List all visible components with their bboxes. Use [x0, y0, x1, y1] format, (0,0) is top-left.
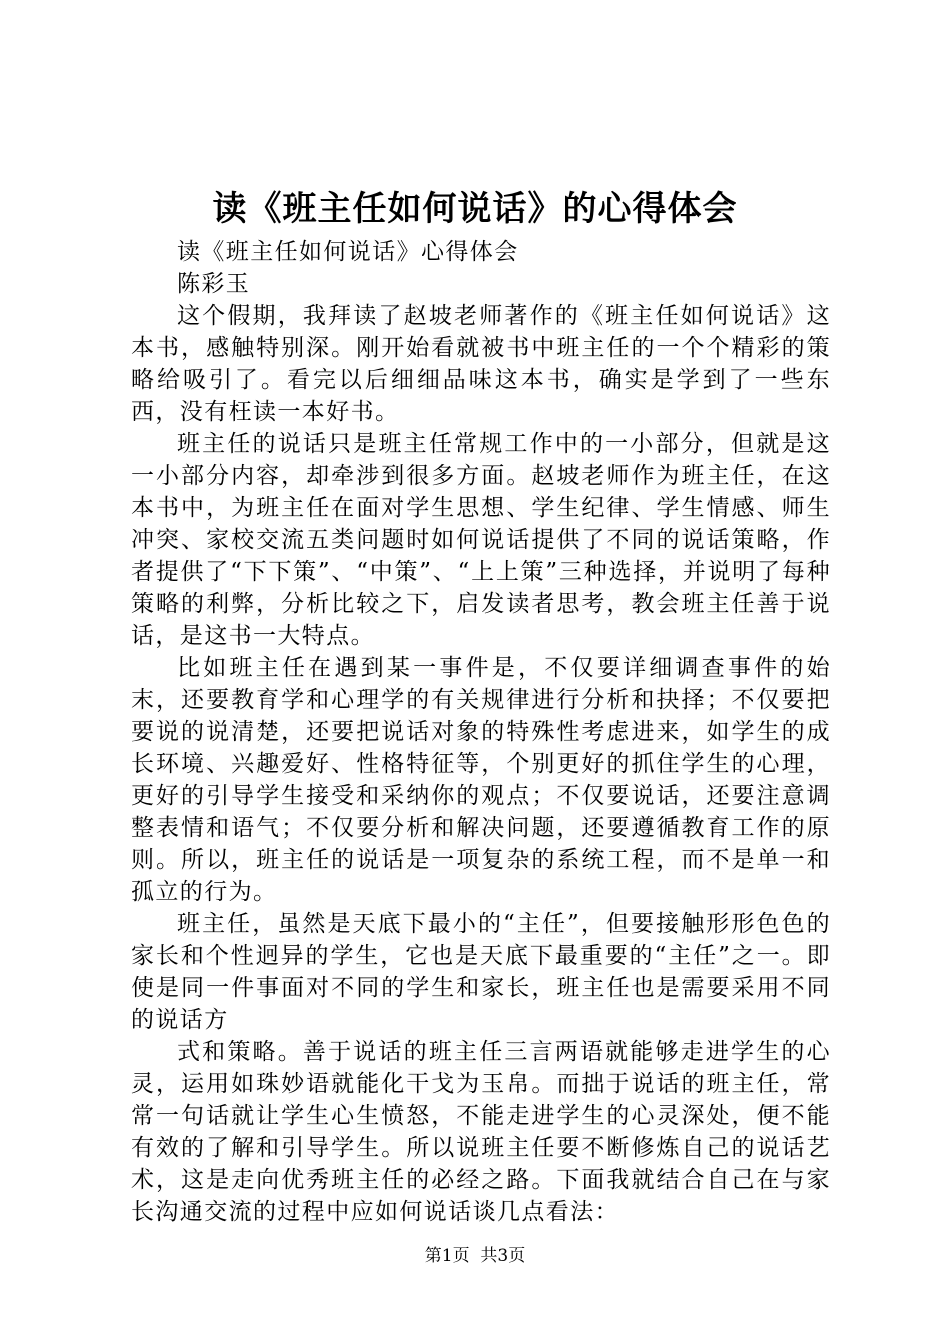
document-author: 陈彩玉	[177, 271, 251, 297]
page-number-label: 第1页 共3页	[424, 1246, 526, 1266]
paragraph-1: 这个假期，我拜读了赵坡老师著作的《班主任如何说话》这本书，感触特别深。刚开始看就被书中班主任的一个个精彩的策略给吸引了。看完以后细细品味这本书，确实是学到了一些东西，没有枉读一本好书。	[131, 303, 831, 425]
page-footer	[0, 1244, 950, 1268]
paragraph-2: 班主任的说话只是班主任常规工作中的一小部分，但就是这一小部分内容，却牵涉到很多方面。赵坡老师作为班主任，在这本书中，为班主任在面对学生思想、学生纪律、学生情感、师生冲突、家校交流五类问题时如何说话提供了不同的说话策略，作者提供了“下下策”、“中策”、“上上策”三种选择，并说明了每种策略的利弊，分析比较之下，启发读者思考，教会班主任善于说话，是这书一大特点。	[131, 431, 831, 649]
paragraph-4: 班主任，虽然是天底下最小的“主任”，但要接触形形色色的家长和个性迥异的学生，它也是天底下最重要的“主任”之一。即使是同一件事面对不同的学生和家长，班主任也是需要采用不同的说话方	[131, 911, 831, 1033]
paragraph-5: 式和策略。善于说话的班主任三言两语就能够走进学生的心灵，运用如珠妙语就能化干戈为玉帛。而拙于说话的班主任，常常一句话就让学生心生愤怒，不能走进学生的心灵深处，便不能有效的了解和引导学生。所以说班主任要不断修炼自己的说话艺术，这是走向优秀班主任的必经之路。下面我就结合自己在与家长沟通交流的过程中应如何说话谈几点看法：	[131, 1039, 831, 1225]
paragraph-3: 比如班主任在遇到某一事件是，不仅要详细调查事件的始末，还要教育学和心理学的有关规律进行分析和抉择；不仅要把要说的说清楚，还要把说话对象的特殊性考虑进来，如学生的成长环境、兴趣爱好、性格特征等，个别更好的抓住学生的心理，更好的引导学生接受和采纳你的观点；不仅要说话，还要注意调整表情和语气；不仅要分析和解决问题，还要遵循教育工作的原则。所以，班主任的说话是一项复杂的系统工程，而不是单一和孤立的行为。	[131, 655, 831, 905]
document-subtitle: 读《班主任如何说话》心得体会	[177, 239, 519, 265]
document-body	[131, 236, 831, 1228]
document-title: 读《班主任如何说话》的心得体会	[212, 189, 738, 229]
